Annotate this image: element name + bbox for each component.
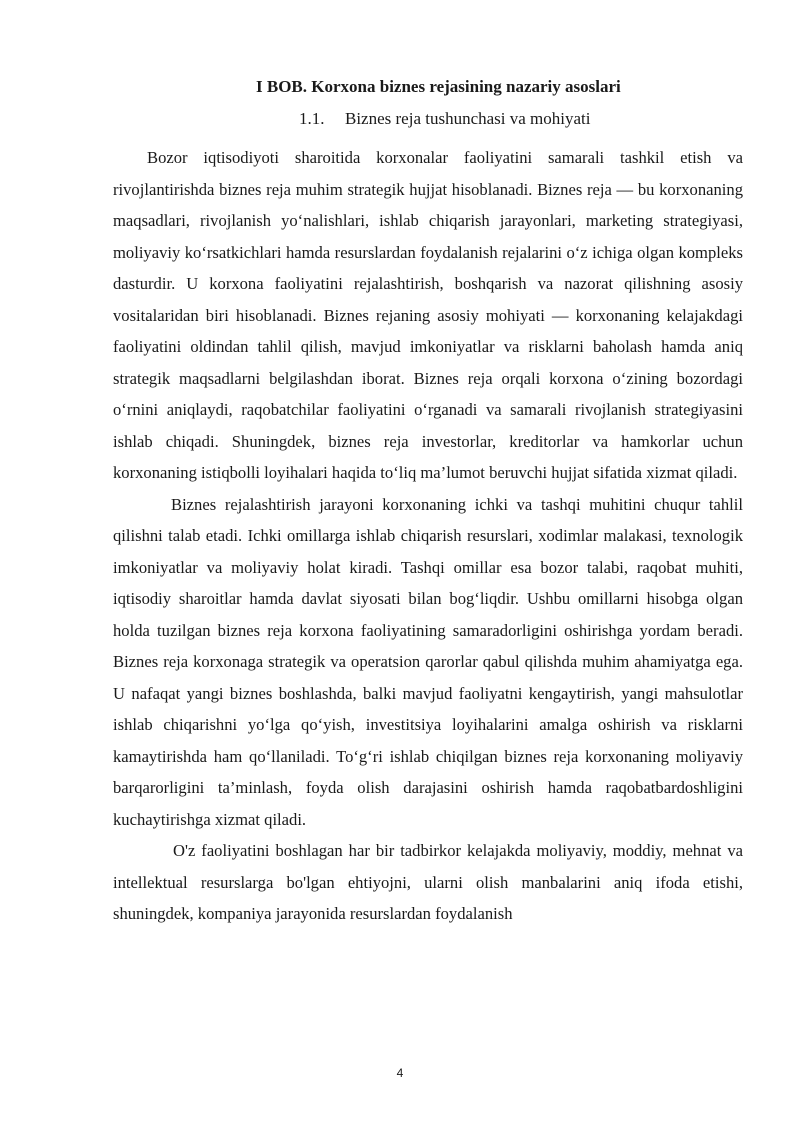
section-title: Biznes reja tushunchasi va mohiyati	[345, 109, 591, 128]
section-number: 1.1.	[299, 109, 325, 128]
body-text	[113, 142, 743, 930]
paragraph: O'z faoliyatini boshlagan har bir tadbirkor kelajakda moliyaviy, moddiy, mehnat va intellektual resurslarga bo'lgan ehtiyojni, ularni olish manbalarini aniq ifoda etishi, shuningdek, kompaniya jarayonida resurslardan foydalanish	[113, 841, 743, 923]
paragraph: Bozor iqtisodiyoti sharoitida korxonalar faoliyatini samarali tashkil etish va rivojlantirishda biznes reja muhim strategik hujjat hisoblanadi. Biznes reja — bu korxonaning maqsadlari, rivojlanish yo‘nalishlari, ishlab chiqarish jarayonlari, marketing strategiyasi, moliyaviy ko‘rsatkichlari hamda resurslardan foydalanish rejalarini o‘z ichiga olgan kompleks dasturdir. U korxona faoliyatini rejalashtirish, boshqarish va nazorat qilishning asosiy vositalaridan biri hisoblanadi. Biznes rejaning asosiy mohiyati — korxonaning kelajakdagi faoliyatini oldindan tahlil qilish, mavjud imkoniyatlar va risklarni baholash hamda aniq strategik maqsadlarni belgilashdan iborat. Biznes reja orqali korxona o‘zining bozordagi o‘rnini aniqlaydi, raqobatchilar faoliyatini o‘rganadi va samarali rivojlanish strategiyasini ishlab chiqadi. Shuningdek, biznes reja investorlar, kreditorlar va hamkorlar uchun korxonaning istiqbolli loyihalari haqida to‘liq ma’lumot beruvchi hujjat sifatida xizmat qiladi.	[113, 148, 743, 482]
paragraph: Biznes rejalashtirish jarayoni korxonaning ichki va tashqi muhitini chuqur tahlil qilishni talab etadi. Ichki omillarga ishlab chiqarish resurslari, xodimlar malakasi, texnologik imkoniyatlar va moliyaviy holat kiradi. Tashqi omillar esa bozor talabi, raqobat muhiti, iqtisodiy sharoitlar hamda davlat siyosati bilan bog‘liqdir. Ushbu omillarni hisobga olgan holda tuzilgan biznes reja korxona faoliyatining samaradorligini oshirishga yordam beradi. Biznes reja korxonaga strategik va operatsion qarorlar qabul qilishda muhim ahamiyatga ega. U nafaqat yangi biznes boshlashda, balki mavjud faoliyatni kengaytirish, yangi mahsulotlar ishlab chiqarishni yo‘lga qo‘yish, investitsiya loyihalarini amalga oshirish va risklarni kamaytirishda ham qo‘llaniladi. To‘g‘ri ishlab chiqilgan biznes reja korxonaning moliyaviy barqarorligini ta’minlash, foyda olish darajasini oshirish hamda raqobatbardoshligini kuchaytirishga xizmat qiladi.	[113, 494, 743, 829]
page-number: 4	[396, 1066, 404, 1080]
section-heading	[299, 108, 591, 130]
chapter-title: I BOB. Korxona biznes rejasining nazariy asoslari	[256, 77, 621, 96]
